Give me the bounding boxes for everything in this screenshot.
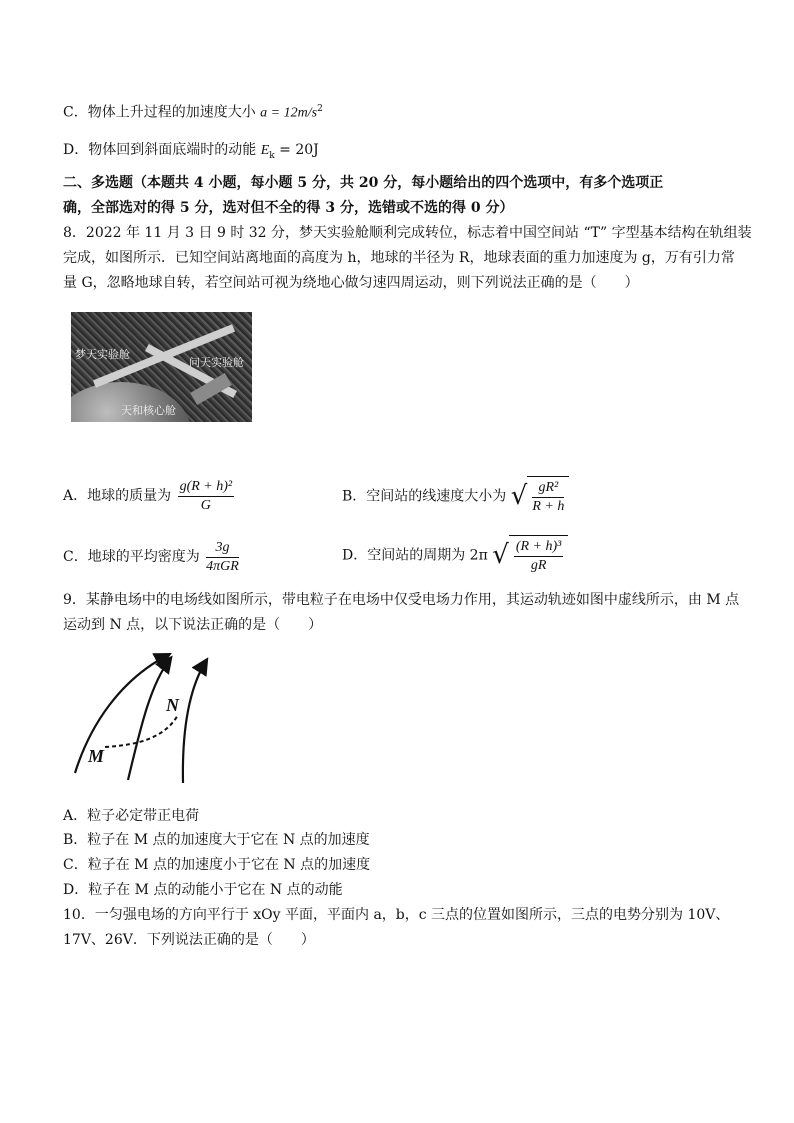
formula: a = 12m/s [260, 105, 318, 121]
space-station-photo [71, 312, 252, 422]
label-mengtian: 梦天实验舱 [75, 348, 130, 361]
label-tianhe: 天和核心舱 [121, 404, 176, 417]
q10-stem-1: 10．一匀强电场的方向平行于 xOy 平面，平面内 a，b，c 三点的位置如图所示，三点的电势分别为 10V、 [63, 907, 730, 923]
label-N: N [166, 695, 179, 715]
section-2-header-cont: 确，全部选对的得 5 分，选对但不全的得 3 分，选错或不选的得 0 分） [63, 200, 514, 216]
radical-sign: √ [510, 481, 528, 511]
q9-option-b: B．粒子在 M 点的加速度大于它在 N 点的加速度 [63, 832, 370, 848]
q9-stem-2: 运动到 N 点，以下说法正确的是（ ） [63, 617, 323, 633]
exponent: 2 [317, 104, 323, 114]
electric-field-diagram [60, 645, 240, 795]
q8-option-c [63, 537, 241, 577]
option-text: A．地球的质量为 [63, 488, 172, 504]
numerator: gR² [532, 479, 564, 498]
q8-option-d [342, 535, 568, 576]
formula-value: = 20J [274, 142, 319, 158]
q9-option-c: C．粒子在 M 点的加速度小于它在 N 点的加速度 [63, 857, 371, 873]
numerator: g(R + h)² [178, 478, 235, 497]
option-text: C．地球的平均密度为 [63, 549, 200, 565]
square-root [492, 535, 568, 576]
field-line [183, 661, 206, 783]
option-text: C．物体上升过程的加速度大小 [63, 104, 256, 121]
q8-stem-1: 8．2022 年 11 月 3 日 9 时 32 分，梦天实验舱顺利完成转位，标志着中国空间站 “T” 字型基本结构在轨组装 [63, 225, 752, 241]
q7-option-d [63, 140, 319, 166]
q8-option-a [63, 476, 236, 516]
q9-option-a: A．粒子必定带正电荷 [63, 808, 200, 824]
numerator: (R + h)³ [514, 538, 564, 557]
subscript: k [269, 150, 275, 161]
section-2-header: 二、多选题（本题共 4 小题，每小题 5 分，共 20 分，每小题给出的四个选项中，有多个选项正 [63, 175, 664, 191]
denominator: G [200, 497, 211, 513]
fraction [206, 539, 239, 576]
q7-option-c [63, 99, 323, 124]
radical-sign: √ [492, 540, 509, 570]
fraction [178, 478, 235, 515]
q8-option-b [342, 476, 569, 517]
trajectory-dashed [105, 715, 178, 747]
numerator: 3g [206, 539, 239, 558]
denominator: R + h [532, 498, 565, 514]
option-text: D．空间站的周期为 2π [342, 547, 488, 564]
denominator: gR [530, 557, 547, 573]
formula-symbol: E [260, 143, 270, 158]
q10-stem-2: 17V、26V．下列说法正确的是（ ） [63, 932, 315, 948]
q9-stem-1: 9．某静电场中的电场线如图所示，带电粒子在电场中仅受电场力作用，其运动轨迹如图中虚线所示，由 M 点 [63, 592, 740, 608]
q9-option-d: D．粒子在 M 点的动能小于它在 N 点的动能 [63, 882, 343, 898]
label-M: M [88, 746, 105, 766]
option-text: B．空间站的线速度大小为 [342, 488, 507, 505]
option-text: D．物体回到斜面底端时的动能 [63, 142, 257, 158]
q8-stem-2: 完成，如图所示．已知空间站离地面的高度为 h，地球的半径为 R，地球表面的重力加速度为 g，万有引力常 [63, 250, 735, 266]
label-wentian: 问天实验舱 [189, 356, 244, 369]
q8-stem-3: 量 G，忽略地球自转，若空间站可视为绕地心做匀速四周运动，则下列说法正确的是（ ） [63, 275, 639, 291]
denominator: 4πGR [206, 558, 239, 574]
square-root [511, 476, 570, 517]
